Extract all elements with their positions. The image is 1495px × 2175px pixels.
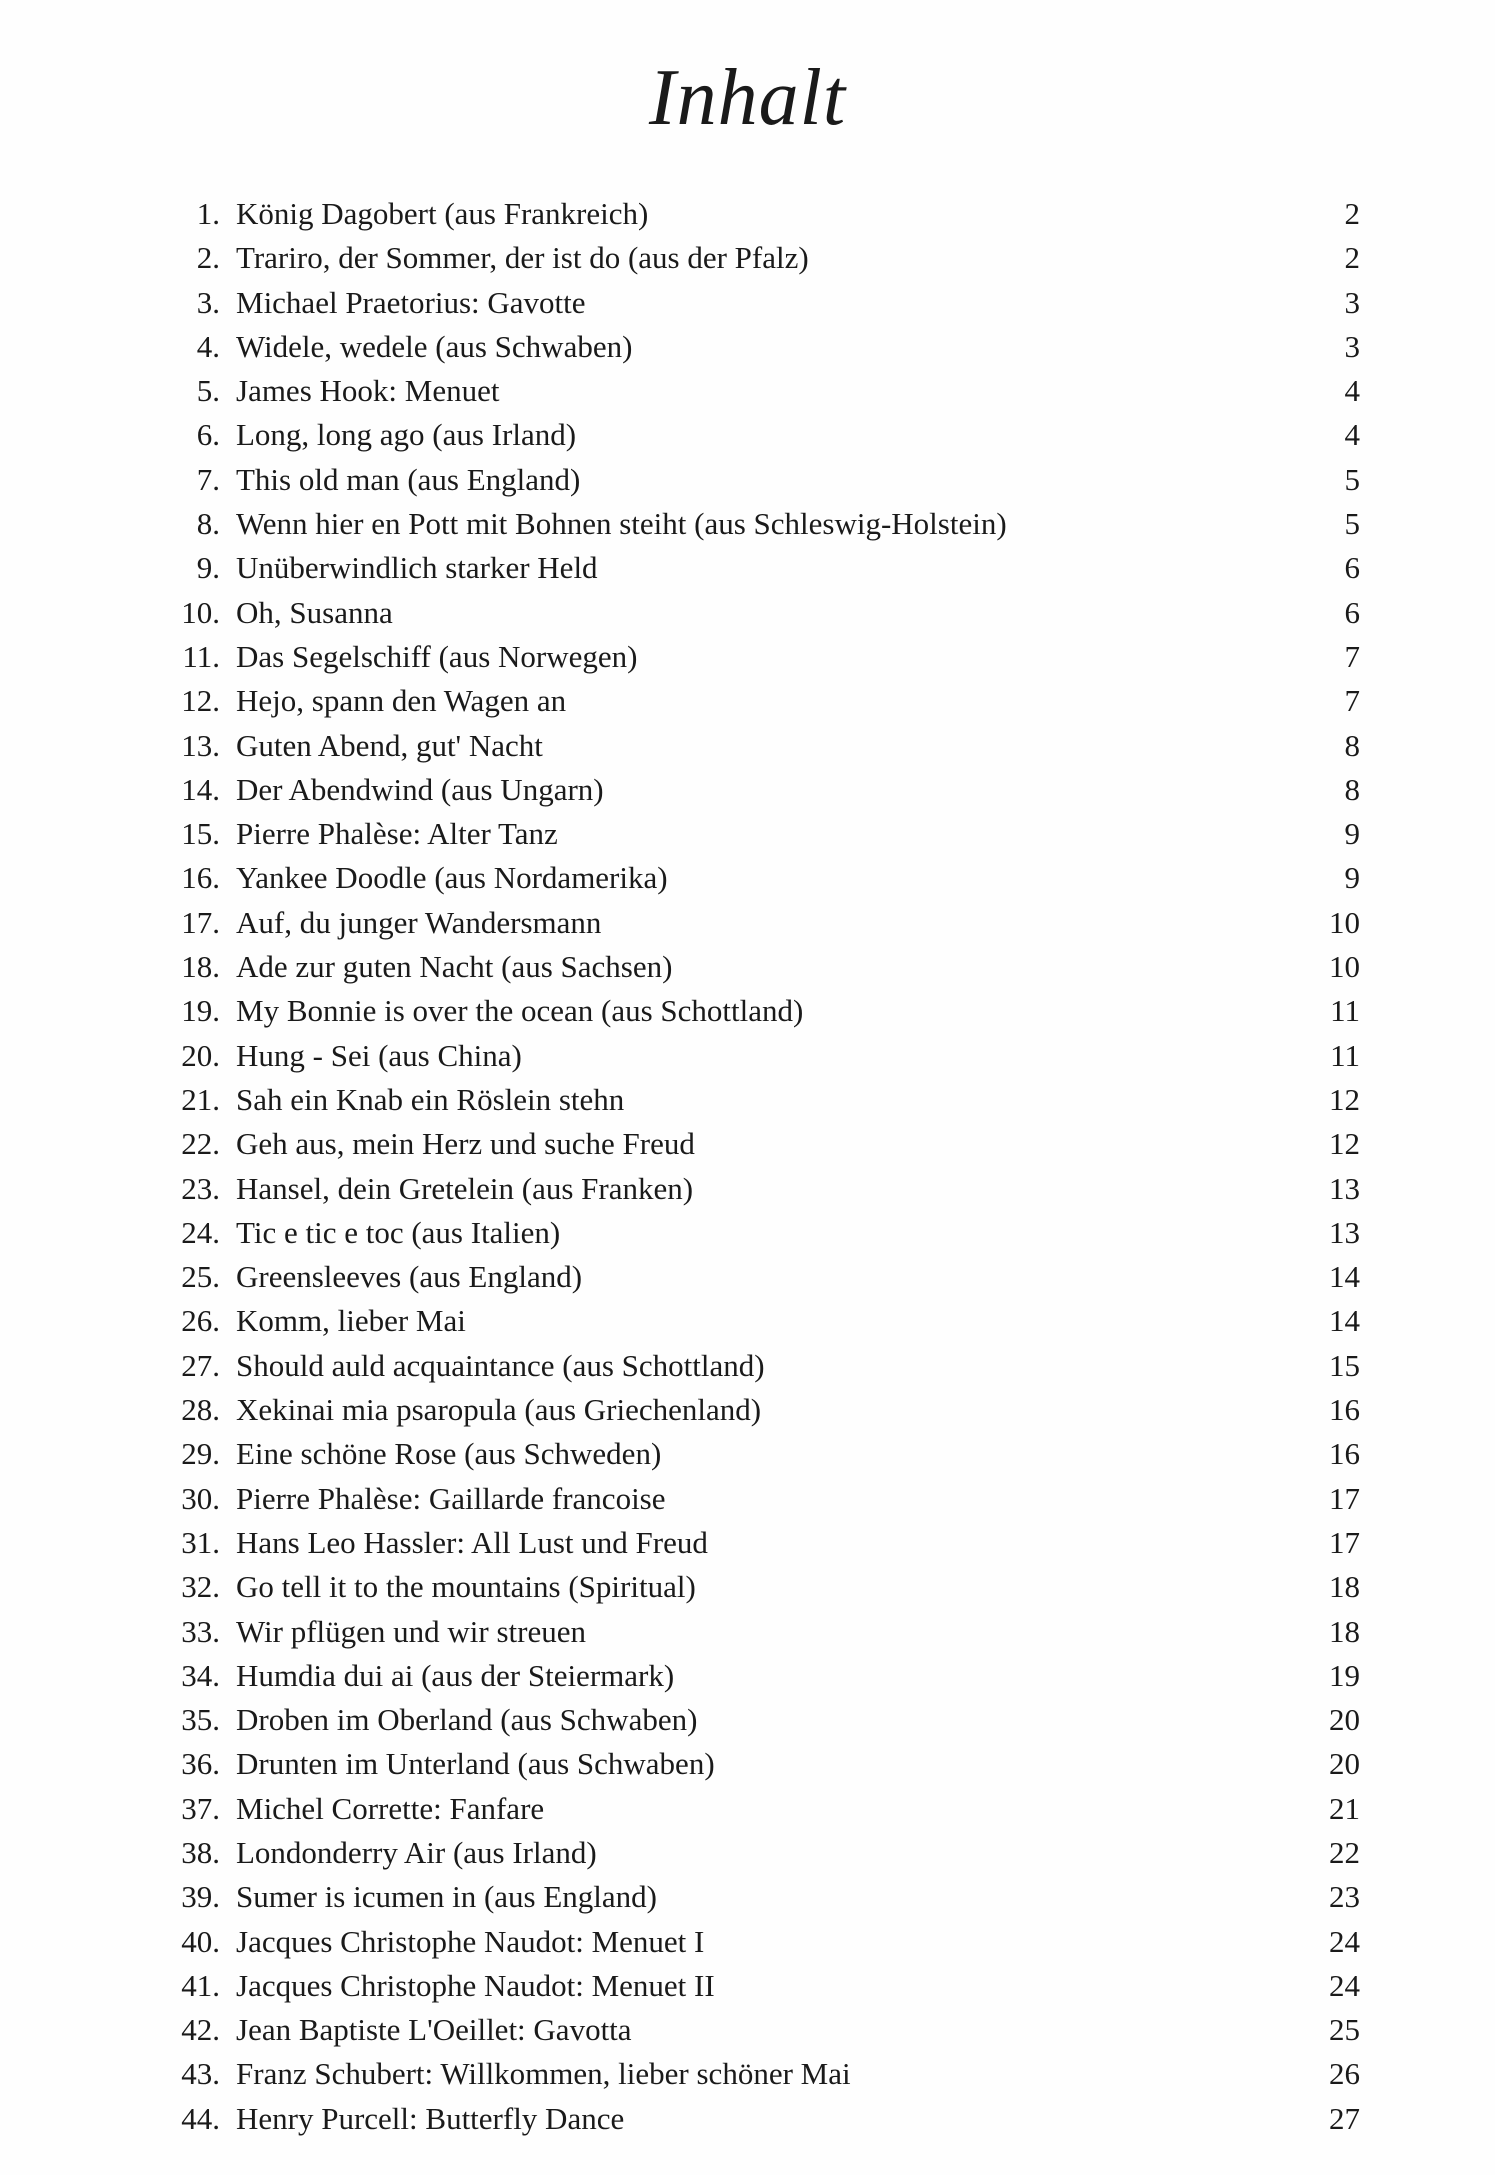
toc-entry	[140, 2008, 1360, 2052]
toc-entry-page-number: 11	[1330, 1037, 1360, 1073]
toc-entry	[140, 192, 1360, 236]
toc-entry-number: 29.	[181, 1436, 220, 1472]
toc-entry-number: 34.	[181, 1657, 220, 1693]
toc-entry-title: James Hook: Menuet	[236, 373, 500, 409]
toc-entry	[140, 1565, 1360, 1609]
toc-entry-page-number: 14	[1329, 1303, 1360, 1339]
toc-entry-number: 43.	[181, 2056, 220, 2092]
toc-entry-number: 12.	[181, 683, 220, 719]
toc-entry-page-number: 6	[1344, 594, 1360, 630]
toc-entry	[140, 989, 1360, 1033]
toc-entry-page-number: 7	[1344, 683, 1360, 719]
toc-entry	[140, 281, 1360, 325]
toc-entry-page-number: 16	[1329, 1436, 1360, 1472]
toc-entry-page-number: 22	[1329, 1834, 1360, 1870]
toc-entry-page-number: 11	[1330, 993, 1360, 1029]
toc-entry	[140, 901, 1360, 945]
toc-entry-page-number: 4	[1344, 373, 1360, 409]
toc-entry-title: Michael Praetorius: Gavotte	[236, 284, 586, 320]
toc-entry	[140, 1167, 1360, 1211]
toc-entry-page-number: 14	[1329, 1259, 1360, 1295]
toc-entry-page-number: 7	[1344, 638, 1360, 674]
toc-entry-number: 39.	[181, 1879, 220, 1915]
toc-entry-page-number: 20	[1329, 1746, 1360, 1782]
toc-entry-title: Hansel, dein Gretelein (aus Franken)	[236, 1170, 694, 1206]
toc-entry	[140, 1610, 1360, 1654]
toc-entry-title: Jean Baptiste L'Oeillet: Gavotta	[236, 2012, 632, 2048]
toc-entry	[140, 1388, 1360, 1432]
toc-entry-title: König Dagobert (aus Frankreich)	[236, 196, 649, 231]
toc-entry-title: Tic e tic e toc (aus Italien)	[236, 1214, 561, 1250]
toc-entry-number: 5.	[196, 373, 220, 409]
toc-entry-title: Hung - Sei (aus China)	[236, 1037, 522, 1073]
toc-entry-page-number: 21	[1329, 1790, 1360, 1826]
toc-entry-title: Komm, lieber Mai	[236, 1303, 466, 1339]
toc-entry-page-number: 5	[1344, 461, 1360, 497]
toc-entry-title: Xekinai mia psaropula (aus Griechenland)	[236, 1392, 762, 1428]
toc-entry-page-number: 13	[1329, 1214, 1360, 1250]
toc-entry	[140, 1742, 1360, 1786]
toc-entry-page-number: 24	[1329, 1967, 1360, 2003]
toc-entry-page-number: 26	[1329, 2056, 1360, 2092]
toc-entry-number: 37.	[181, 1790, 220, 1826]
toc-entry-title: Long, long ago (aus Irland)	[236, 417, 577, 453]
toc-entry	[140, 856, 1360, 900]
toc-entry-title: Greensleeves (aus England)	[236, 1259, 583, 1295]
toc-entry	[140, 1920, 1360, 1964]
toc-entry-page-number: 8	[1344, 727, 1360, 763]
toc-entry	[140, 458, 1360, 502]
toc-entry-page-number: 10	[1329, 949, 1360, 985]
toc-entry-number: 19.	[181, 993, 220, 1029]
toc-entry	[140, 2052, 1360, 2096]
toc-entry-number: 26.	[181, 1303, 220, 1339]
toc-entry-number: 36.	[181, 1746, 220, 1782]
toc-entry-number: 24.	[181, 1214, 220, 1250]
toc-entry	[140, 1875, 1360, 1919]
toc-entry-title: Jacques Christophe Naudot: Menuet I	[236, 1923, 705, 1959]
toc-entry-number: 42.	[181, 2012, 220, 2048]
toc-entry-number: 41.	[181, 1967, 220, 2003]
toc-entry-number: 23.	[181, 1170, 220, 1206]
toc-entry	[140, 413, 1360, 457]
toc-entry-title: Michel Corrette: Fanfare	[236, 1790, 545, 1826]
toc-entry	[140, 325, 1360, 369]
toc-entry-title: Pierre Phalèse: Alter Tanz	[236, 816, 558, 852]
toc-entry-page-number: 18	[1329, 1613, 1360, 1649]
toc-entry-number: 20.	[181, 1037, 220, 1073]
toc-entry-title: Unüberwindlich starker Held	[236, 550, 598, 586]
toc-entry	[140, 546, 1360, 590]
toc-entry-title: Jacques Christophe Naudot: Menuet II	[236, 1967, 715, 2003]
toc-entry-number: 27.	[181, 1347, 220, 1383]
toc-entry	[140, 1831, 1360, 1875]
toc-entry-title: Droben im Oberland (aus Schwaben)	[236, 1702, 698, 1738]
toc-entry	[140, 1964, 1360, 2008]
toc-entry-number: 6.	[196, 417, 220, 453]
toc-entry-number: 28.	[181, 1392, 220, 1428]
toc-entry	[140, 1211, 1360, 1255]
toc-entry-number: 15.	[181, 816, 220, 852]
toc-entry-title: Franz Schubert: Willkommen, lieber schöner Mai	[236, 2056, 851, 2092]
toc-entry-page-number: 20	[1329, 1702, 1360, 1738]
toc-entry-title: Pierre Phalèse: Gaillarde francoise	[236, 1480, 666, 1516]
toc-entry-number: 25.	[181, 1259, 220, 1295]
toc-entry	[140, 236, 1360, 280]
toc-entry-title: Yankee Doodle (aus Nordamerika)	[236, 860, 668, 896]
toc-entry-page-number: 12	[1329, 1126, 1360, 1162]
toc-entry-page-number: 25	[1329, 2012, 1360, 2048]
toc-entry	[140, 1787, 1360, 1831]
toc-entry	[140, 1521, 1360, 1565]
toc-entry-page-number: 19	[1329, 1657, 1360, 1693]
toc-entry-page-number: 3	[1344, 284, 1360, 320]
toc-entry-number: 22.	[181, 1126, 220, 1162]
toc-entry-number: 21.	[181, 1081, 220, 1117]
toc-entry-page-number: 3	[1344, 328, 1360, 364]
toc-entry-number: 18.	[181, 949, 220, 985]
toc-entry-title: Hejo, spann den Wagen an	[236, 683, 567, 719]
toc-entry-title: Drunten im Unterland (aus Schwaben)	[236, 1746, 715, 1782]
toc-entry-title: Eine schöne Rose (aus Schweden)	[236, 1436, 662, 1472]
toc-entry-number: 35.	[181, 1702, 220, 1738]
toc-entry-number: 1.	[196, 196, 220, 231]
toc-entry	[140, 2097, 1360, 2141]
toc-entry-page-number: 16	[1329, 1392, 1360, 1428]
toc-entry-title: Londonderry Air (aus Irland)	[236, 1834, 597, 1870]
toc-entry-number: 33.	[181, 1613, 220, 1649]
toc-entry	[140, 1122, 1360, 1166]
toc-entry-number: 44.	[181, 2100, 220, 2136]
toc-entry-number: 40.	[181, 1923, 220, 1959]
toc-entry-number: 31.	[181, 1524, 220, 1560]
toc-entry	[140, 1299, 1360, 1343]
toc-entry	[140, 724, 1360, 768]
toc-entry-page-number: 6	[1344, 550, 1360, 586]
toc-entry	[140, 1344, 1360, 1388]
toc-entry-title: This old man (aus England)	[236, 461, 581, 497]
table-of-contents	[140, 192, 1360, 2141]
toc-entry-title: Should auld acquaintance (aus Schottland)	[236, 1347, 765, 1383]
toc-entry-title: Der Abendwind (aus Ungarn)	[236, 771, 604, 807]
toc-entry-number: 4.	[196, 328, 220, 364]
toc-entry-number: 17.	[181, 904, 220, 940]
toc-entry-title: Geh aus, mein Herz und suche Freud	[236, 1126, 695, 1162]
toc-entry	[140, 635, 1360, 679]
toc-entry-number: 9.	[196, 550, 220, 586]
toc-entry-number: 30.	[181, 1480, 220, 1516]
toc-entry-number: 16.	[181, 860, 220, 896]
toc-entry-page-number: 17	[1329, 1524, 1360, 1560]
toc-entry-title: Henry Purcell: Butterfly Dance	[236, 2100, 625, 2136]
toc-entry-number: 3.	[196, 284, 220, 320]
toc-entry-number: 11.	[182, 638, 220, 674]
toc-entry-title: Trariro, der Sommer, der ist do (aus der Pfalz)	[236, 240, 809, 276]
toc-entry-title: Sumer is icumen in (aus England)	[236, 1879, 657, 1915]
toc-entry	[140, 502, 1360, 546]
toc-entry-number: 13.	[181, 727, 220, 763]
toc-entry-page-number: 15	[1329, 1347, 1360, 1383]
toc-entry-title: Go tell it to the mountains (Spiritual)	[236, 1569, 696, 1605]
toc-entry-title: Hans Leo Hassler: All Lust und Freud	[236, 1524, 708, 1560]
toc-entry	[140, 945, 1360, 989]
toc-entry	[140, 1432, 1360, 1476]
toc-entry-page-number: 2	[1344, 196, 1360, 231]
toc-entry-title: Humdia dui ai (aus der Steiermark)	[236, 1657, 675, 1693]
toc-entry-title: Wir pflügen und wir streuen	[236, 1613, 586, 1649]
toc-entry-title: Auf, du junger Wandersmann	[236, 904, 602, 940]
toc-entry-title: My Bonnie is over the ocean (aus Schottland)	[236, 993, 804, 1029]
toc-entry-page-number: 18	[1329, 1569, 1360, 1605]
toc-entry-number: 7.	[196, 461, 220, 497]
toc-entry-page-number: 24	[1329, 1923, 1360, 1959]
toc-entry-page-number: 17	[1329, 1480, 1360, 1516]
toc-entry-number: 2.	[196, 240, 220, 276]
toc-entry	[140, 591, 1360, 635]
toc-entry-page-number: 27	[1329, 2100, 1360, 2136]
toc-entry-page-number: 5	[1344, 506, 1360, 542]
toc-entry-page-number: 4	[1344, 417, 1360, 453]
toc-entry-title: Oh, Susanna	[236, 594, 393, 630]
toc-entry-number: 38.	[181, 1834, 220, 1870]
toc-entry-page-number: 13	[1329, 1170, 1360, 1206]
toc-entry-page-number: 8	[1344, 771, 1360, 807]
toc-entry	[140, 812, 1360, 856]
page-title: Inhalt	[648, 54, 847, 142]
toc-entry	[140, 369, 1360, 413]
toc-entry-number: 32.	[181, 1569, 220, 1605]
toc-entry-title: Sah ein Knab ein Röslein stehn	[236, 1081, 625, 1117]
toc-entry-number: 10.	[181, 594, 220, 630]
toc-entry-number: 14.	[181, 771, 220, 807]
toc-entry-title: Das Segelschiff (aus Norwegen)	[236, 638, 638, 674]
toc-entry	[140, 1034, 1360, 1078]
toc-entry-page-number: 2	[1344, 240, 1360, 276]
toc-entry-title: Guten Abend, gut' Nacht	[236, 727, 543, 763]
toc-entry	[140, 679, 1360, 723]
toc-entry-title: Widele, wedele (aus Schwaben)	[236, 328, 633, 364]
toc-entry-number: 8.	[196, 506, 220, 542]
toc-entry-title: Ade zur guten Nacht (aus Sachsen)	[236, 949, 673, 985]
toc-entry-page-number: 23	[1329, 1879, 1360, 1915]
toc-entry-title: Wenn hier en Pott mit Bohnen steiht (aus Schleswig-Holstein)	[236, 506, 1007, 542]
toc-entry	[140, 1078, 1360, 1122]
toc-entry	[140, 1255, 1360, 1299]
toc-entry	[140, 1654, 1360, 1698]
toc-entry-page-number: 10	[1329, 904, 1360, 940]
toc-entry-page-number: 9	[1344, 816, 1360, 852]
toc-entry	[140, 1477, 1360, 1521]
toc-entry	[140, 768, 1360, 812]
toc-entry-page-number: 9	[1344, 860, 1360, 896]
toc-entry	[140, 1698, 1360, 1742]
toc-entry-page-number: 12	[1329, 1081, 1360, 1117]
